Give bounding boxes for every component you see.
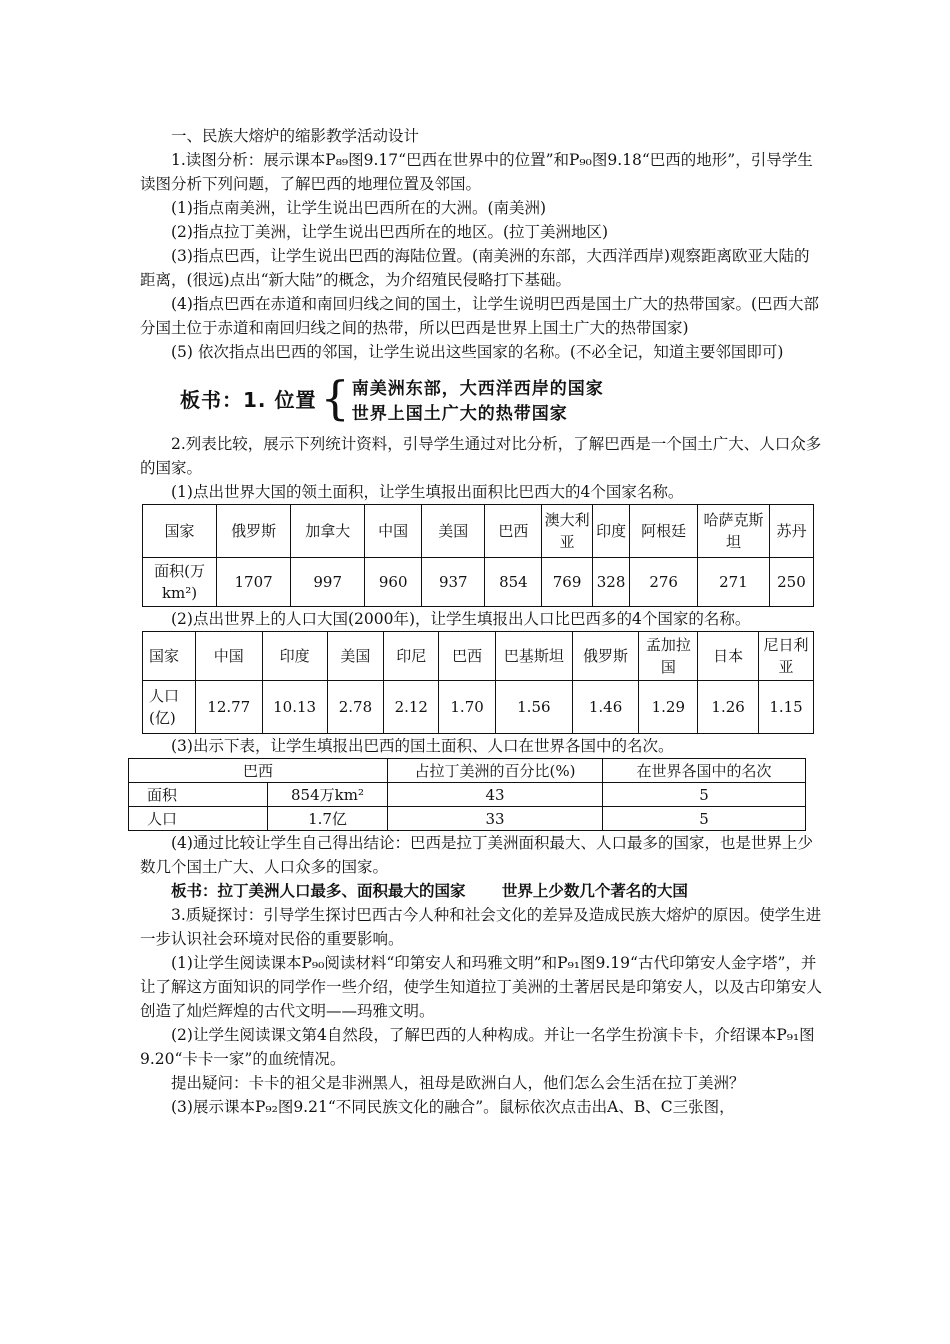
table-cell: 印尼 (384, 632, 439, 681)
table-cell: 1.46 (572, 681, 639, 734)
table-cell: 澳大利亚 (542, 505, 592, 558)
table-row (143, 632, 814, 681)
table-cell: 12.77 (195, 681, 262, 734)
table-cell: 271 (697, 558, 769, 607)
question-rank: (3)出示下表，让学生填报出巴西的国土面积、人口在世界各国中的名次。 (171, 737, 674, 755)
section-title: 一、民族大熔炉的缩影教学活动设计 (171, 127, 420, 145)
table-cell: 中国 (195, 632, 262, 681)
list-item: (2)指点拉丁美洲，让学生说出巴西所在的地区。(拉丁美洲地区) (171, 223, 609, 241)
table-cell: 巴西 (439, 632, 496, 681)
list-item: (1)指点南美洲，让学生说出巴西所在的大洲。(南美洲) (171, 199, 547, 217)
table-cell: 国家 (143, 632, 196, 681)
table-row (143, 505, 814, 558)
table-cell: 10.13 (262, 681, 327, 734)
blackboard-summary-location (180, 372, 824, 424)
table-cell: 巴西 (129, 759, 388, 783)
table-cell: 1.70 (439, 681, 496, 734)
list-item: (2)让学生阅读课文第4自然段，了解巴西的人种构成。并让一名学生扮演卡卡，介绍课本P₉₁图9.20“卡卡一家”的血统情况。 (140, 1026, 815, 1068)
table-cell: 人口 (129, 807, 268, 831)
table-cell: 阿根廷 (630, 505, 698, 558)
rank-table (128, 758, 806, 831)
table-cell: 面积(万km²) (143, 558, 217, 607)
blackboard-summary-size: 板书：拉丁美洲人口最多、面积最大的国家 世界上少数几个著名的大国 (171, 881, 688, 900)
table-cell: 占拉丁美洲的百分比(%) (388, 759, 603, 783)
table-cell: 1.15 (759, 681, 814, 734)
table-row (129, 807, 806, 831)
table-cell: 1.26 (698, 681, 759, 734)
table-cell: 250 (769, 558, 813, 607)
table-cell: 328 (592, 558, 630, 607)
board-line: 南美洲东部，大西洋西岸的国家 (351, 379, 604, 399)
list-item: (5) 依次指点出巴西的邻国，让学生说出这些国家的名称。(不必全记，知道主要邻国即可) (171, 343, 784, 361)
table-cell: 加拿大 (291, 505, 365, 558)
table-row (129, 783, 806, 807)
table-cell: 面积 (129, 783, 268, 807)
table-cell: 960 (365, 558, 422, 607)
table-cell: 巴西 (485, 505, 542, 558)
question-population: (2)点出世界上的人口大国(2000年)，让学生填报出人口比巴西多的4个国家的名称。 (171, 610, 751, 628)
board-label: 板书：1. 位置 (180, 387, 317, 412)
table-cell: 中国 (365, 505, 422, 558)
board-lines (352, 374, 604, 422)
table-cell: 5 (603, 807, 806, 831)
table-cell: 美国 (327, 632, 384, 681)
table-cell: 1.7亿 (268, 807, 388, 831)
table-cell: 276 (630, 558, 698, 607)
table-cell: 人口(亿) (143, 681, 196, 734)
table-cell: 巴基斯坦 (496, 632, 573, 681)
table-cell: 854万km² (268, 783, 388, 807)
table-cell: 2.12 (384, 681, 439, 734)
conclusion: (4)通过比较让学生自己得出结论：巴西是拉丁美洲面积最大、人口最多的国家，也是世界上少数几个国土广大、人口众多的国家。 (140, 834, 813, 876)
table-row (129, 759, 806, 783)
table-row (143, 681, 814, 734)
board-line: 世界上国土广大的热带国家 (351, 404, 568, 424)
table-cell: 在世界各国中的名次 (603, 759, 806, 783)
list-item: (1)让学生阅读课本P₉₀阅读材料“印第安人和玛雅文明”和P₉₁图9.19“古代印第安人金字塔”，并让了解这方面知识的同学作一些介绍，使学生知道拉丁美洲的土著居民是印第安人，以及古印第安人创造了灿烂辉煌的古代文明——玛雅文明。 (140, 954, 823, 1020)
document-body (140, 124, 824, 1119)
question-area: (1)点出世界大国的领土面积，让学生填报出面积比巴西大的4个国家名称。 (171, 483, 684, 501)
table-cell: 俄罗斯 (217, 505, 291, 558)
table-cell: 33 (388, 807, 603, 831)
table-cell: 1.56 (496, 681, 573, 734)
paragraph-read-map: 1.读图分析：展示课本P₈₉图9.17“巴西在世界中的位置”和P₉₀图9.18“巴西的地形”，引导学生读图分析下列问题，了解巴西的地理位置及邻国。 (140, 151, 813, 193)
brace-icon: { (320, 371, 350, 425)
area-table (142, 504, 814, 607)
table-cell: 43 (388, 783, 603, 807)
table-cell: 日本 (698, 632, 759, 681)
table-cell: 苏丹 (769, 505, 813, 558)
table-cell: 国家 (143, 505, 217, 558)
table-cell: 尼日利亚 (759, 632, 814, 681)
population-table (142, 631, 814, 734)
paragraph-inquiry: 3.质疑探讨：引导学生探讨巴西古今人种和社会文化的差异及造成民族大熔炉的原因。使学生进一步认识社会环境对民俗的重要影响。 (140, 906, 822, 948)
paragraph-compare: 2.列表比较，展示下列统计资料，引导学生通过对比分析，了解巴西是一个国土广大、人口众多的国家。 (140, 435, 822, 477)
list-item: (4)指点巴西在赤道和南回归线之间的国土，让学生说明巴西是国土广大的热带国家。(巴西大部分国土位于赤道和南回归线之间的热带，所以巴西是世界上国土广大的热带国家) (140, 295, 820, 337)
table-cell: 哈萨克斯坦 (697, 505, 769, 558)
list-item: (3)展示课本P₉₂图9.21“不同民族文化的融合”。鼠标依次点击出A、B、C三张图， (171, 1098, 735, 1116)
table-cell: 1.29 (639, 681, 698, 734)
table-cell: 937 (422, 558, 485, 607)
table-cell: 5 (603, 783, 806, 807)
table-cell: 1707 (217, 558, 291, 607)
table-cell: 854 (485, 558, 542, 607)
table-cell: 印度 (262, 632, 327, 681)
table-cell: 769 (542, 558, 592, 607)
list-item: (3)指点巴西，让学生说出巴西的海陆位置。(南美洲的东部，大西洋西岸)观察距离欧亚大陆的距离，(很远)点出“新大陆”的概念，为介绍殖民侵略打下基础。 (140, 247, 810, 289)
table-cell: 俄罗斯 (572, 632, 639, 681)
table-cell: 美国 (422, 505, 485, 558)
table-cell: 印度 (592, 505, 630, 558)
table-row (143, 558, 814, 607)
table-cell: 997 (291, 558, 365, 607)
table-cell: 2.78 (327, 681, 384, 734)
question-prompt: 提出疑问：卡卡的祖父是非洲黑人，祖母是欧洲白人，他们怎么会生活在拉丁美洲？ (171, 1074, 745, 1092)
table-cell: 孟加拉国 (639, 632, 698, 681)
